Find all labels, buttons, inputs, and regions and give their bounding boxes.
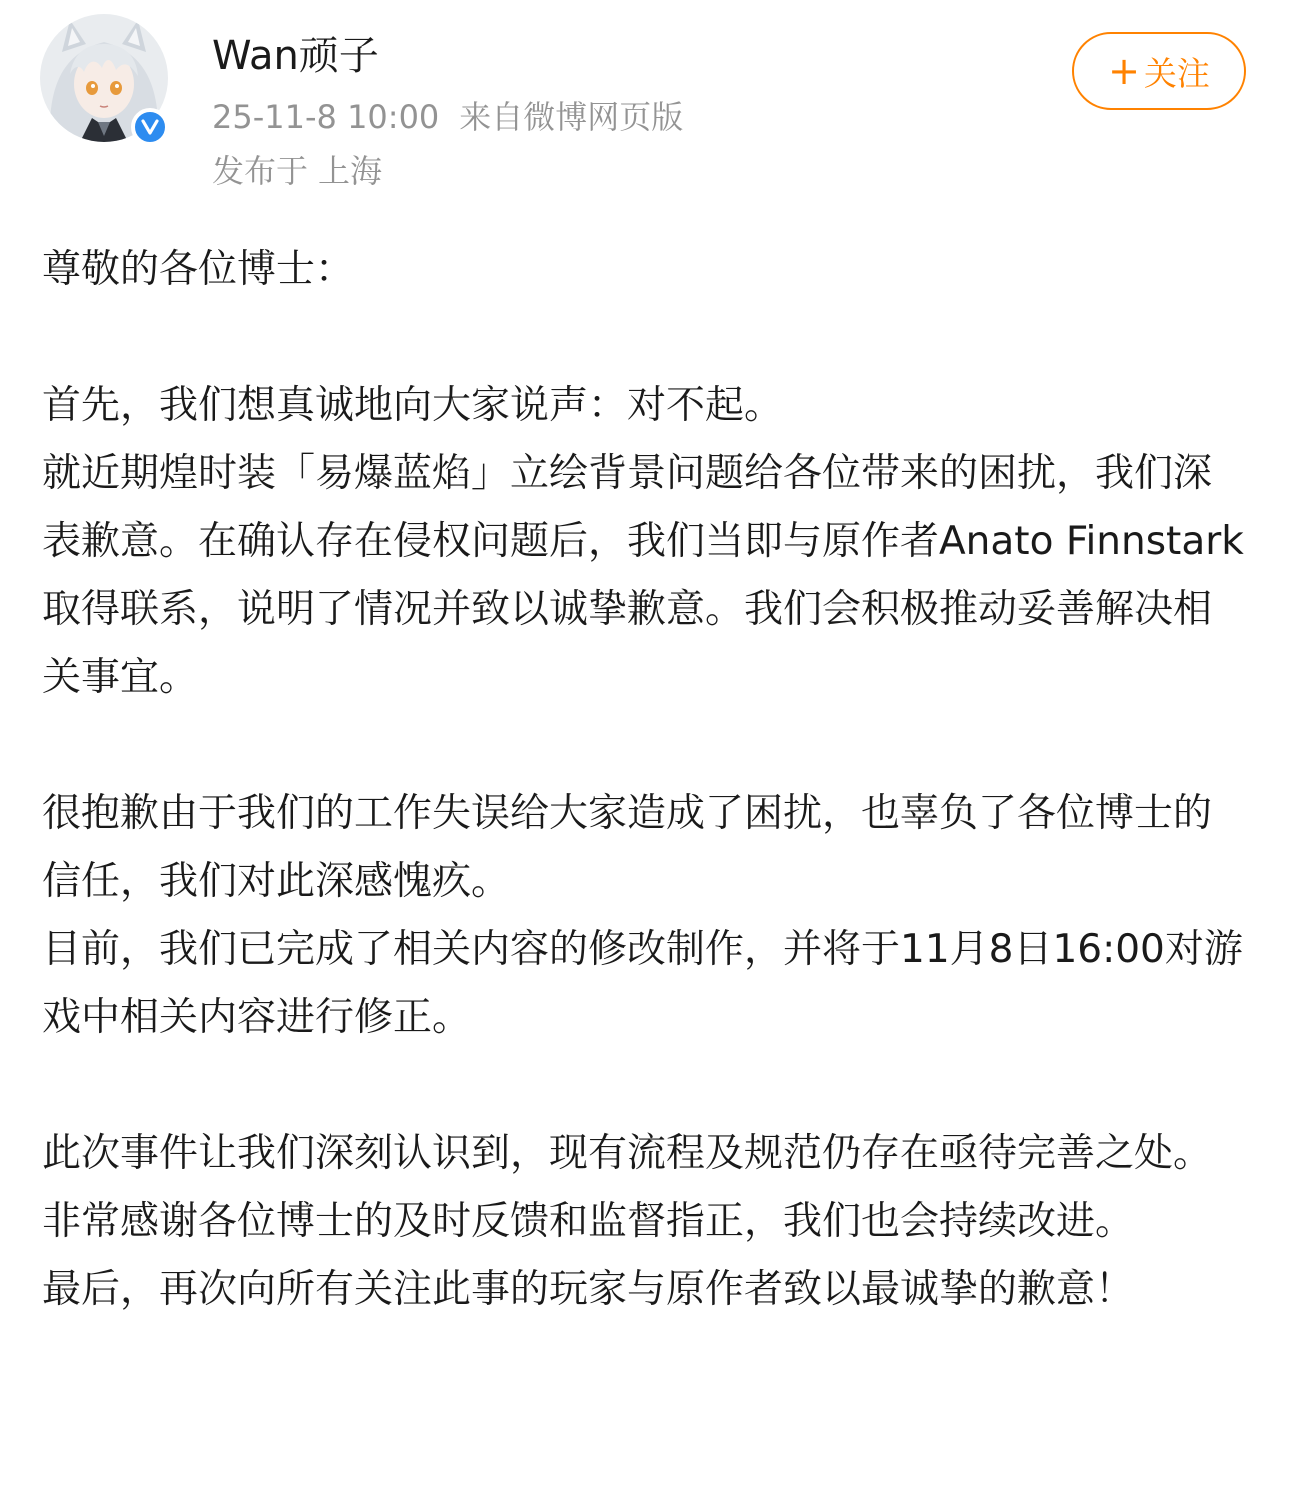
post-header: [0, 0, 1290, 210]
plus-icon: +: [1108, 49, 1140, 93]
post-paragraph: 很抱歉由于我们的工作失误给大家造成了困扰，也辜负了各位博士的信任，我们对此深感愧疚。: [42, 791, 1213, 904]
follow-button[interactable]: [1072, 32, 1246, 110]
paragraph-gap: [42, 1052, 1247, 1120]
location-name: 上海: [318, 152, 383, 190]
location-prefix: 发布于: [212, 152, 309, 190]
post-timestamp: 25-11-8 10:00: [212, 98, 440, 136]
paragraph-gap: [42, 304, 1247, 372]
post-paragraph: 就近期煌时装「易爆蓝焰」立绘背景问题给各位带来的困扰，我们深表歉意。在确认存在侵权问题后，我们当即与原作者Anato Finnstark取得联系，说明了情况并致以诚挚歉意。我们会积极推动妥善解决相关事宜。: [42, 451, 1244, 700]
post-paragraph: 最后，再次向所有关注此事的玩家与原作者致以最诚挚的歉意！: [42, 1267, 1135, 1312]
post-paragraph: 首先，我们想真诚地向大家说声：对不起。: [42, 383, 784, 428]
verified-badge-icon: [131, 108, 169, 146]
post-paragraph: 此次事件让我们深刻认识到，现有流程及规范仍存在亟待完善之处。非常感谢各位博士的及时反馈和监督指正，我们也会持续改进。: [42, 1131, 1213, 1244]
post-paragraph: 目前，我们已完成了相关内容的修改制作，并将于11月8日16:00对游戏中相关内容进行修正。: [42, 927, 1243, 1040]
post-location: [212, 150, 382, 192]
author-name[interactable]: Wan顽子: [212, 33, 379, 79]
post-meta: [212, 96, 683, 138]
follow-button-label: 关注: [1143, 53, 1210, 93]
paragraph-gap: [42, 712, 1247, 780]
post-content: [42, 236, 1247, 1324]
post-source: 来自微博网页版: [459, 98, 684, 136]
post-paragraph: 尊敬的各位博士：: [42, 247, 355, 292]
